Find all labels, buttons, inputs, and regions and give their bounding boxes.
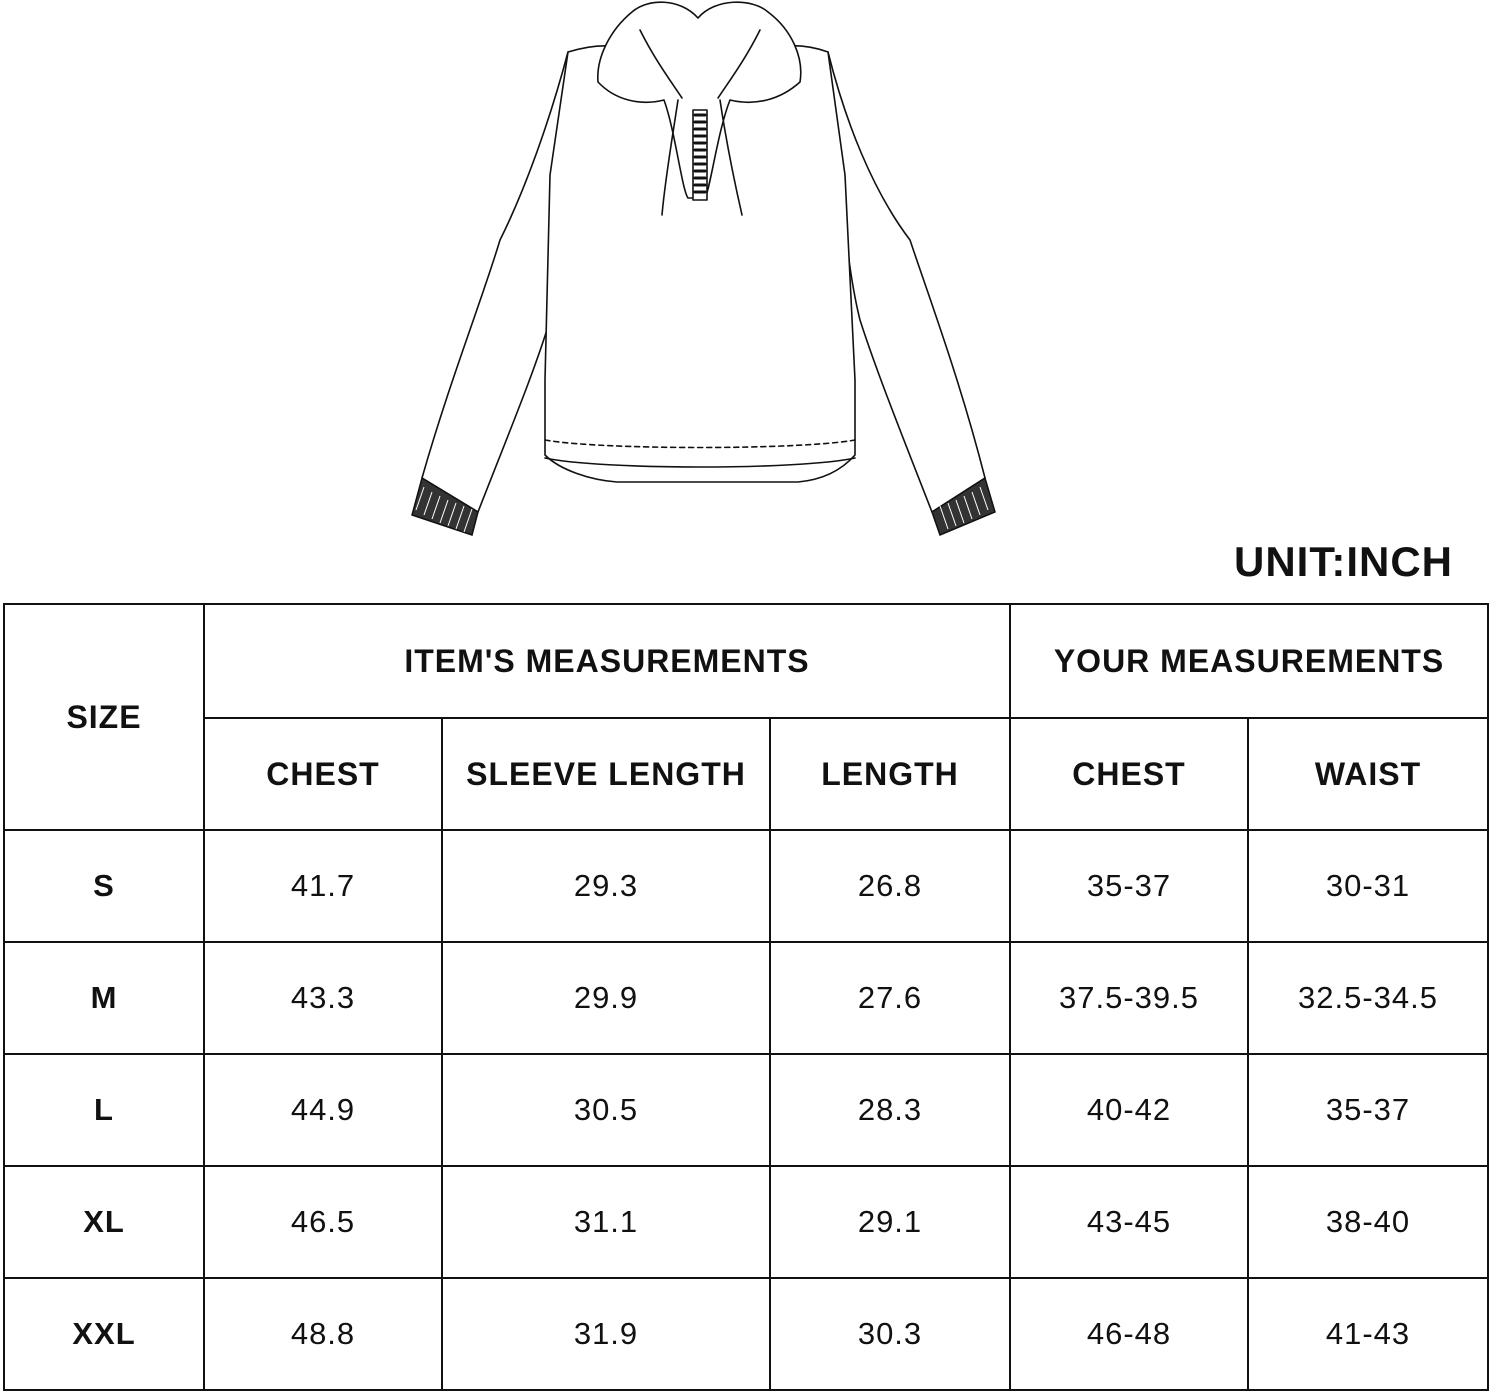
- items-measurements-header: ITEM'S MEASUREMENTS: [204, 604, 1010, 718]
- table-row: [4, 1054, 1488, 1166]
- table-cell: 27.6: [770, 942, 1010, 1054]
- table-cell: 48.8: [204, 1278, 442, 1390]
- table-cell: 29.1: [770, 1166, 1010, 1278]
- table-cell: 41.7: [204, 830, 442, 942]
- table-cell: 32.5-34.5: [1248, 942, 1488, 1054]
- table-cell: 37.5-39.5: [1010, 942, 1248, 1054]
- size-cell: M: [4, 942, 204, 1054]
- table-row: [4, 942, 1488, 1054]
- table-cell: 30.5: [442, 1054, 770, 1166]
- table-cell: 30.3: [770, 1278, 1010, 1390]
- size-header: SIZE: [4, 604, 204, 830]
- table-cell: 46-48: [1010, 1278, 1248, 1390]
- table-cell: 46.5: [204, 1166, 442, 1278]
- header-columns-row: [4, 718, 1488, 830]
- table-cell: 29.9: [442, 942, 770, 1054]
- column-header-sleeve-length: SLEEVE LENGTH: [442, 718, 770, 830]
- unit-label: UNIT:INCH: [1234, 538, 1453, 585]
- hoodie-sketch-icon: [400, 0, 1010, 545]
- table-cell: 44.9: [204, 1054, 442, 1166]
- table-cell: 35-37: [1248, 1054, 1488, 1166]
- table-row: [4, 1278, 1488, 1390]
- table-cell: 35-37: [1010, 830, 1248, 942]
- table-cell: 43.3: [204, 942, 442, 1054]
- table-cell: 38-40: [1248, 1166, 1488, 1278]
- table-cell: 26.8: [770, 830, 1010, 942]
- table-cell: 28.3: [770, 1054, 1010, 1166]
- table-cell: 43-45: [1010, 1166, 1248, 1278]
- size-chart-table: [3, 603, 1489, 1391]
- column-header-your-chest: CHEST: [1010, 718, 1248, 830]
- column-header-waist: WAIST: [1248, 718, 1488, 830]
- column-header-length: LENGTH: [770, 718, 1010, 830]
- size-cell: XL: [4, 1166, 204, 1278]
- header-group-row: [4, 604, 1488, 718]
- table-row: [4, 1166, 1488, 1278]
- table-row: [4, 830, 1488, 942]
- table-cell: 31.1: [442, 1166, 770, 1278]
- size-cell: XXL: [4, 1278, 204, 1390]
- your-measurements-header: YOUR MEASUREMENTS: [1010, 604, 1488, 718]
- table-cell: 29.3: [442, 830, 770, 942]
- table-cell: 41-43: [1248, 1278, 1488, 1390]
- size-cell: S: [4, 830, 204, 942]
- column-header-item-chest: CHEST: [204, 718, 442, 830]
- table-cell: 40-42: [1010, 1054, 1248, 1166]
- table-cell: 30-31: [1248, 830, 1488, 942]
- size-cell: L: [4, 1054, 204, 1166]
- table-cell: 31.9: [442, 1278, 770, 1390]
